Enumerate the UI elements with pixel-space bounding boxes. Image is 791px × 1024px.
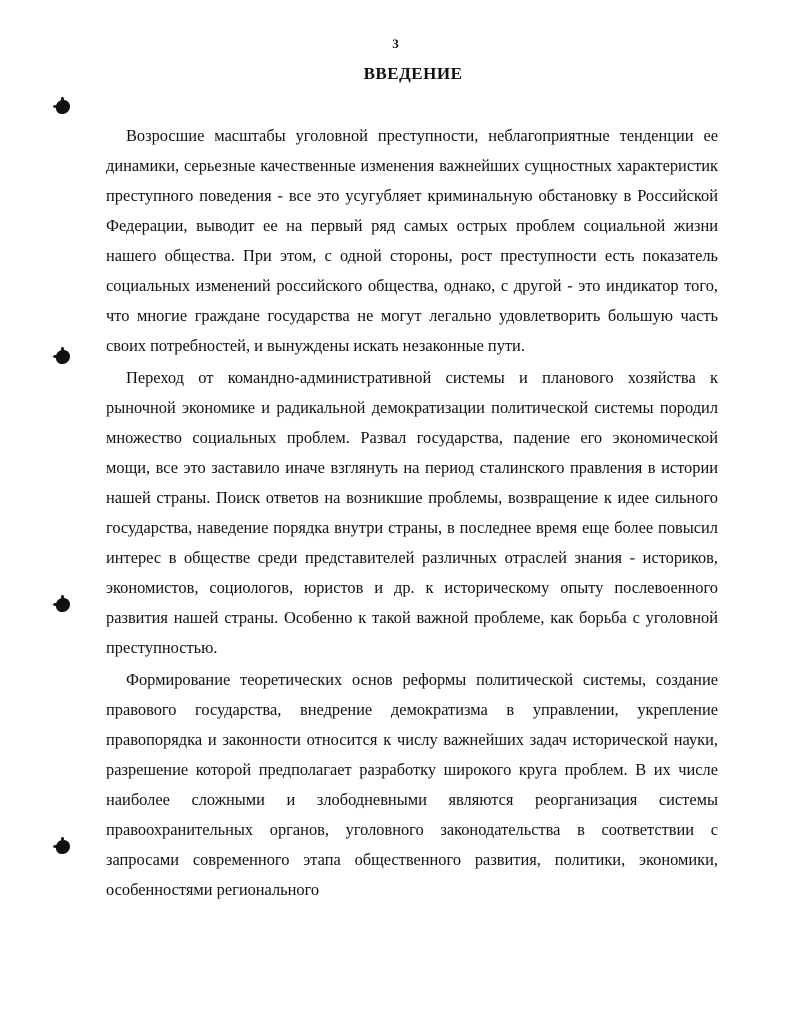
- punch-hole-mark: [56, 598, 70, 612]
- punch-hole-mark: [56, 100, 70, 114]
- paragraph-2: Переход от командно-административной системы и планового хозяйства к рыночной экономике и радикальной демократизации политической системы породил множество социальных проблем. Развал государства, падение его экономической мощи, все это заставило иначе взглянуть на период сталинского правления в истории нашей страны. Поиск ответов на возникшие проблемы, возвращение к идее сильного государства, наведение порядка внутри страны, в последнее время еще более повысил интерес в обществе среди представителей различных отраслей знания - историков, экономистов, социологов, юристов и др. к историческому опыту послевоенного развития нашей страны. Особенно к такой важной проблеме, как борьба с уголовной преступностью.: [106, 368, 718, 657]
- page-number: 3: [392, 36, 399, 51]
- paragraph-1: Возросшие масштабы уголовной преступности, неблагоприятные тенденции ее динамики, серьезные качественные изменения важнейших сущностных характеристик преступного поведения - все это усугубляет криминальную обстановку в Российской Федерации, выводит ее на первый ряд самых острых проблем социальной жизни нашего общества. При этом, с одной стороны, рост преступности есть показатель социальных изменений российского общества, однако, с другой - это индикатор того, что многие граждане государства не могут легально удовлетворить большую часть своих потребностей, и вынуждены искать незаконные пути.: [106, 126, 718, 355]
- document-body: [106, 121, 718, 905]
- punch-hole-mark: [56, 840, 70, 854]
- punch-hole-mark: [56, 350, 70, 364]
- page-title: ВВЕДЕНИЕ: [363, 64, 463, 83]
- paragraph-3: Формирование теоретических основ реформы политической системы, создание правового государства, внедрение демократизма в управлении, укрепление правопорядка и законности относится к числу важнейших задач исторической науки, разрешение которой предполагает разработку широкого круга проблем. В их числе наиболее сложными и злободневными являются реорганизация системы правоохранительных органов, уголовного законодательства в соответствии с запросами современного этапа общественного развития, политики, экономики, особенностями регионального: [106, 670, 718, 899]
